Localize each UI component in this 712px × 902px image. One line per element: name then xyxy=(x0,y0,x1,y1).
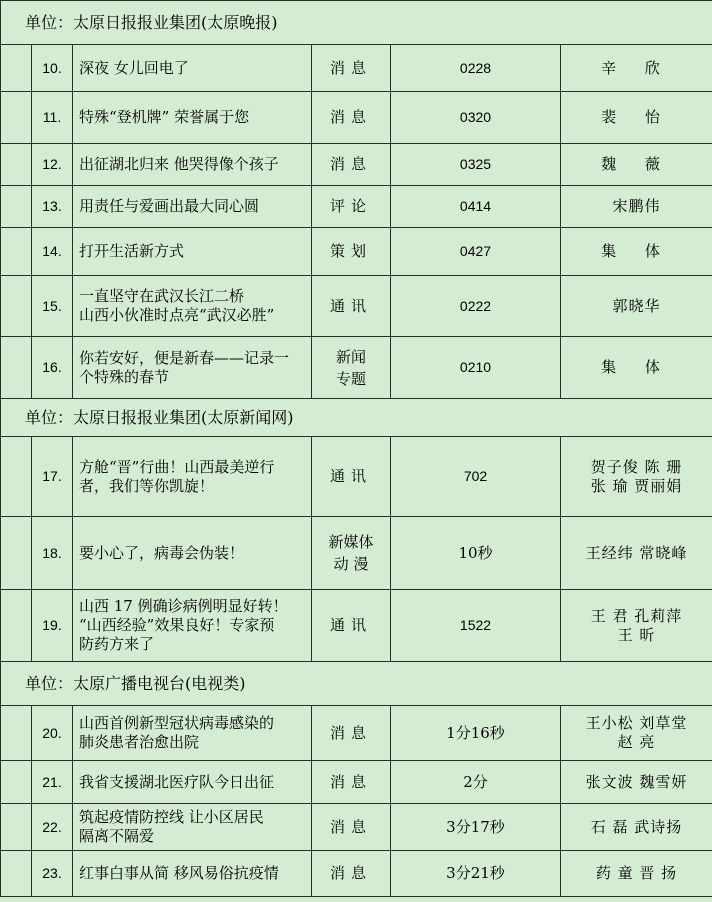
work-author-line: 石 磊 武诗扬 xyxy=(590,817,683,836)
blank-cell xyxy=(1,437,32,517)
work-author-line: 王 君 孔莉萍 xyxy=(590,606,683,625)
work-title xyxy=(73,517,312,590)
work-author-line: 郭晓华 xyxy=(612,296,661,315)
work-title-line: 山西 17 例确诊病例明显好转！ xyxy=(79,597,288,615)
item-number: 16. xyxy=(32,337,73,399)
blank-cell xyxy=(1,45,32,92)
unit-header: 单位：太原广播电视台(电视类) xyxy=(1,662,712,706)
work-author xyxy=(561,144,712,186)
item-number: 18. xyxy=(32,517,73,590)
table-row xyxy=(1,45,712,92)
work-type-line: 策划 xyxy=(329,242,372,260)
work-title xyxy=(73,276,312,337)
item-number: 15. xyxy=(32,276,73,337)
work-date-or-length: 2分 xyxy=(391,761,561,804)
work-type-line: 通讯 xyxy=(329,296,372,315)
work-type xyxy=(312,186,391,228)
work-date-or-length: 0222 xyxy=(391,276,561,337)
work-title xyxy=(73,590,312,662)
work-author-line: 药 童 晋 扬 xyxy=(595,864,678,882)
work-title xyxy=(73,186,312,228)
blank-cell xyxy=(1,144,32,186)
blank-cell xyxy=(1,851,32,897)
work-author xyxy=(561,337,712,399)
work-author xyxy=(561,761,712,804)
work-title-line: 肺炎患者治愈出院 xyxy=(79,733,200,751)
work-date-or-length: 0320 xyxy=(391,92,561,144)
table-row xyxy=(1,804,712,851)
work-author xyxy=(561,517,712,590)
work-author xyxy=(561,45,712,92)
unit-header-row xyxy=(1,1,712,45)
work-title-line: 山西小伙准时点亮“武汉必胜” xyxy=(79,306,275,324)
work-author-line: 赵 亮 xyxy=(617,733,656,751)
blank-cell xyxy=(1,228,32,276)
blank-cell xyxy=(1,706,32,761)
blank-cell xyxy=(1,517,32,590)
work-title-line: 红事白事从简 移风易俗抗疫情 xyxy=(79,864,279,882)
work-title-line: 筑起疫情防控线 让小区居民 xyxy=(79,808,264,826)
work-type xyxy=(312,276,391,337)
item-number: 19. xyxy=(32,590,73,662)
work-date-or-length: 1分16秒 xyxy=(391,706,561,761)
work-author-line: 张 瑜 贾丽娟 xyxy=(590,476,683,495)
blank-cell xyxy=(1,804,32,851)
work-author xyxy=(561,437,712,517)
work-date-or-length: 702 xyxy=(391,437,561,517)
work-title-line: 我省支援湖北医疗队今日出征 xyxy=(79,772,275,791)
work-title xyxy=(73,337,312,399)
blank-cell xyxy=(1,186,32,228)
item-number: 22. xyxy=(32,804,73,851)
work-type-line: 消息 xyxy=(329,155,372,173)
work-title-line: 出征湖北归来 他哭得像个孩子 xyxy=(79,155,279,173)
work-author xyxy=(561,804,712,851)
table-row xyxy=(1,517,712,590)
item-number: 10. xyxy=(32,45,73,92)
work-author xyxy=(561,706,712,761)
work-type-line: 消息 xyxy=(329,864,372,882)
work-title xyxy=(73,228,312,276)
work-date-or-length: 1522 xyxy=(391,590,561,662)
work-author xyxy=(561,590,712,662)
work-author-line: 集 体 xyxy=(601,242,672,260)
blank-cell xyxy=(1,92,32,144)
work-title-line: 防药方来了 xyxy=(79,635,155,653)
unit-header-row xyxy=(1,662,712,706)
work-title-line: “山西经验”效果良好！专家预 xyxy=(79,616,275,634)
table-row xyxy=(1,437,712,517)
work-type xyxy=(312,706,391,761)
work-type-line: 动 漫 xyxy=(333,555,369,573)
item-number: 17. xyxy=(32,437,73,517)
work-type-line: 新闻 xyxy=(335,347,366,366)
work-title-line: 者，我们等你凯旋！ xyxy=(79,476,215,495)
work-date-or-length: 0427 xyxy=(391,228,561,276)
work-author xyxy=(561,228,712,276)
work-author-line: 王经纬 常晓峰 xyxy=(585,543,688,562)
work-type-line: 消息 xyxy=(329,817,372,836)
work-title xyxy=(73,761,312,804)
blank-cell xyxy=(1,337,32,399)
work-title xyxy=(73,706,312,761)
work-title-line: 深夜 女儿回电了 xyxy=(79,58,189,77)
work-author-line: 裴 怡 xyxy=(601,108,672,126)
work-type-line: 消息 xyxy=(329,108,372,126)
work-type xyxy=(312,144,391,186)
work-title-line: 要小心了，病毒会伪装！ xyxy=(79,543,245,562)
work-type-line: 通讯 xyxy=(329,616,372,634)
item-number: 12. xyxy=(32,144,73,186)
work-type xyxy=(312,228,391,276)
work-title xyxy=(73,144,312,186)
work-author xyxy=(561,276,712,337)
table-row xyxy=(1,337,712,399)
work-author-line: 辛 欣 xyxy=(601,58,672,77)
work-type-line: 评论 xyxy=(329,197,372,215)
work-title xyxy=(73,45,312,92)
work-type-line: 专题 xyxy=(335,369,366,388)
work-title-line: 山西首例新型冠状病毒感染的 xyxy=(79,714,275,732)
unit-header-row xyxy=(1,399,712,437)
unit-header: 单位：太原日报报业集团(太原晚报) xyxy=(1,1,712,45)
work-date-or-length: 0414 xyxy=(391,186,561,228)
table-row xyxy=(1,144,712,186)
item-number: 13. xyxy=(32,186,73,228)
item-number: 14. xyxy=(32,228,73,276)
work-type xyxy=(312,761,391,804)
work-author-line: 魏 薇 xyxy=(601,155,672,173)
work-title xyxy=(73,851,312,897)
table-row xyxy=(1,276,712,337)
work-date-or-length: 3分21秒 xyxy=(391,851,561,897)
work-author-line: 贺子俊 陈 珊 xyxy=(590,457,683,476)
work-title-line: 个特殊的春节 xyxy=(79,367,170,386)
unit-header: 单位：太原日报报业集团(太原新闻网) xyxy=(1,399,712,437)
work-title-line: 打开生活新方式 xyxy=(79,242,185,260)
work-title-line: 用责任与爱画出最大同心圆 xyxy=(79,197,260,215)
work-type xyxy=(312,45,391,92)
work-author-line: 宋鹏伟 xyxy=(612,197,661,215)
table-row xyxy=(1,851,712,897)
work-type-line: 通讯 xyxy=(329,467,372,485)
work-type-line: 消息 xyxy=(329,58,372,77)
work-date-or-length: 10秒 xyxy=(391,517,561,590)
blank-cell xyxy=(1,276,32,337)
work-title-line: 方舱“晋”行曲！山西最美逆行 xyxy=(79,457,275,476)
work-date-or-length: 0210 xyxy=(391,337,561,399)
work-type xyxy=(312,590,391,662)
work-type xyxy=(312,804,391,851)
table-row xyxy=(1,92,712,144)
table-row xyxy=(1,706,712,761)
table-row xyxy=(1,186,712,228)
work-title xyxy=(73,804,312,851)
work-date-or-length: 3分17秒 xyxy=(391,804,561,851)
work-type xyxy=(312,437,391,517)
work-type xyxy=(312,337,391,399)
work-author xyxy=(561,186,712,228)
work-title-line: 隔离不隔爱 xyxy=(79,827,155,845)
table-row xyxy=(1,590,712,662)
table-row xyxy=(1,228,712,276)
work-type xyxy=(312,851,391,897)
work-type xyxy=(312,92,391,144)
award-table-body xyxy=(1,1,712,897)
work-title xyxy=(73,437,312,517)
work-type-line: 新媒体 xyxy=(328,533,374,551)
work-author-line: 王 昕 xyxy=(617,625,656,644)
work-author-line: 集 体 xyxy=(601,358,672,376)
item-number: 21. xyxy=(32,761,73,804)
work-type-line: 消息 xyxy=(329,723,372,742)
work-title xyxy=(73,92,312,144)
item-number: 20. xyxy=(32,706,73,761)
work-type-line: 消息 xyxy=(329,772,372,791)
work-title-line: 一直坚守在武汉长江二桥 xyxy=(79,287,245,305)
item-number: 23. xyxy=(32,851,73,897)
work-author-line: 王小松 刘草堂 xyxy=(585,714,688,732)
blank-cell xyxy=(1,590,32,662)
work-title-line: 你若安好，便是新春——记录一 xyxy=(79,348,290,367)
work-author-line: 张文波 魏雪妍 xyxy=(585,772,688,791)
work-author xyxy=(561,851,712,897)
work-date-or-length: 0325 xyxy=(391,144,561,186)
table-row xyxy=(1,761,712,804)
work-type xyxy=(312,517,391,590)
item-number: 11. xyxy=(32,92,73,144)
work-author xyxy=(561,92,712,144)
blank-cell xyxy=(1,761,32,804)
work-date-or-length: 0228 xyxy=(391,45,561,92)
work-title-line: 特殊“登机牌” 荣誉属于您 xyxy=(79,108,250,126)
